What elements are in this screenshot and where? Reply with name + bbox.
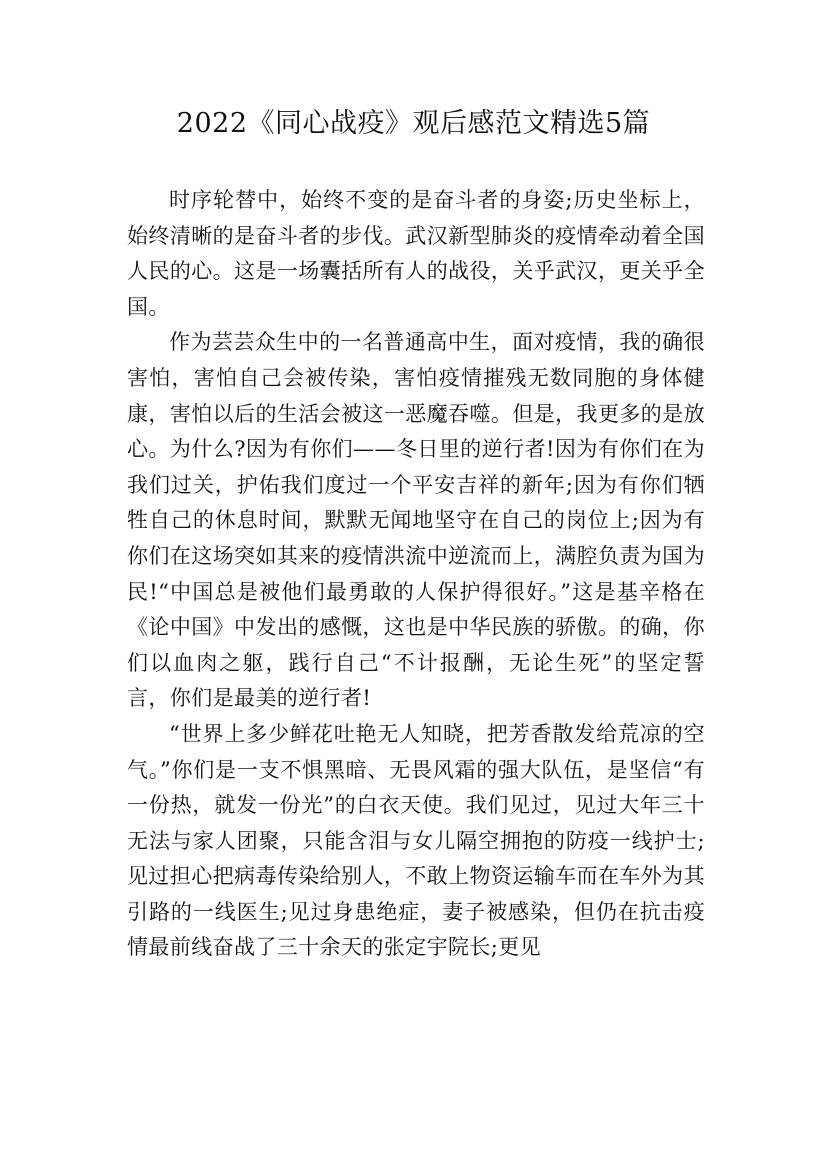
paragraph-3: “世界上多少鲜花吐艳无人知晓，把芳香散发给荒凉的空气。”你们是一支不惧黑暗、无畏风霜的强大队伍，是坚信“有一份热，就发一份光”的白衣天使。我们见过，见过大年三十无法与家人团聚，只能含泪与女儿隔空拥抱的防疫一线护士;见过担心把病毒传染给别人，不敢上物资运输车而在车外为其引路的一线医生;见过身患绝症，妻子被感染，但仍在抗击疫情最前线奋战了三十余天的张定宇院长;更见 bbox=[127, 721, 705, 960]
document-body bbox=[127, 183, 705, 966]
document-title: 2022《同心战疫》观后感范文精选5篇 bbox=[176, 108, 651, 139]
paragraph-1: 时序轮替中，始终不变的是奋斗者的身姿;历史坐标上，始终清晰的是奋斗者的步伐。武汉新型肺炎的疫情牵动着全国人民的心。这是一场囊括所有人的战役，关乎武汉，更关乎全国。 bbox=[127, 188, 705, 319]
paragraph-2: 作为芸芸众生中的一名普通高中生，面对疫情，我的确很害怕，害怕自己会被传染，害怕疫情摧残无数同胞的身体健康，害怕以后的生活会被这一恶魔吞噬。但是，我更多的是放心。为什么?因为有你们——冬日里的逆行者!因为有你们在为我们过关，护佑我们度过一个平安吉祥的新年;因为有你们牺牲自己的休息时间，默默无闻地坚守在自己的岗位上;因为有你们在这场突如其来的疫情洪流中逆流而上，满腔负责为国为民!“中国总是被他们最勇敢的人保护得很好。”这是基辛格在《论中国》中发出的感慨，这也是中华民族的骄傲。的确，你们以血肉之躯，践行自己“不计报酬，无论生死”的坚定誓言，你们是最美的逆行者! bbox=[127, 330, 705, 711]
